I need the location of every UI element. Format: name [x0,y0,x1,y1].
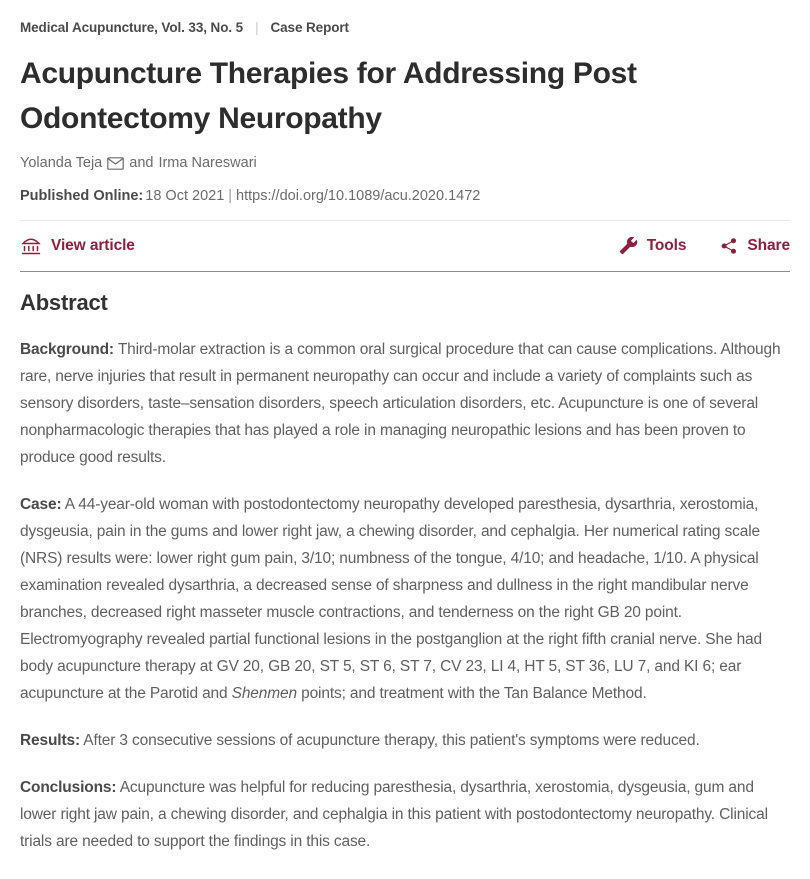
institution-access-icon [20,236,42,255]
conclusions-text: Acupuncture was helpful for reducing paresthesia, dysarthria, xerostomia, dysgeusia, gum and lower right jaw pain, a chewing disorder, and cephalgia in this patient with postodontectomy neuropathy. Clinical trials are needed to support the findings in this case. [20,779,768,850]
divider-abstract [20,271,790,272]
abstract-paragraph-case [20,491,790,707]
published-date: 18 Oct 2021 [145,188,225,204]
share-nodes-icon [720,237,738,255]
journal-issue-label: Medical Acupuncture, Vol. 33, No. 5 [20,20,244,35]
case-label: Case: [20,496,62,513]
author-name-1: Yolanda Teja [20,155,103,171]
toolbar-right [619,236,790,255]
conclusions-label: Conclusions: [20,779,117,796]
case-text-italic: Shenmen [231,685,297,702]
view-article-label: View article [51,236,135,254]
email-envelope-icon[interactable] [107,157,124,170]
breadcrumb-separator: | [255,20,259,35]
article-type-label: Case Report [270,20,349,35]
view-article-button[interactable] [20,236,135,255]
author-line [20,155,790,171]
results-text: After 3 consecutive sessions of acupuncture therapy, this patient's symptoms were reduced. [83,732,700,749]
breadcrumb [20,14,790,35]
case-text-2: points; and treatment with the Tan Balance Method. [296,685,647,702]
author-conjunction: and [129,155,154,171]
toolbar [20,221,790,271]
abstract-body [20,336,790,855]
share-button[interactable] [720,237,790,255]
abstract-paragraph-results [20,727,790,754]
author-name-2: Irma Nareswari [158,155,257,171]
abstract-paragraph-conclusions [20,774,790,855]
case-text-1: A 44-year-old woman with postodontectomy neuropathy developed paresthesia, dysarthria, xerostomia, dysgeusia, pain in the gums and lower right jaw, a chewing disorder, and cephalgia. Her numerical rating scale (NRS) results were: lower right gum pain, 3/10; numbness of the tongue, 4/10; and headache, 1/10. A physical examination revealed dysarthria, a decreased sense of sharpness and dullness in the right mandibular nerve branches, decreased right masseter muscle contractions, and tenderness on the right GB 20 point. Electromyography revealed partial functional lesions in the postganglion at the right fifth cranial nerve. She had body acupuncture therapy at GV 20, GB 20, ST 5, ST 6, ST 7, CV 23, LI 4, HT 5, ST 36, LU 7, and KI 6; ear acupuncture at the Parotid and [20,496,762,702]
share-label: Share [747,236,790,254]
abstract-paragraph-background [20,336,790,471]
background-label: Background: [20,341,114,358]
published-online-label: Published Online: [20,188,144,204]
background-text: Third-molar extraction is a common oral surgical procedure that can cause complications. Although rare, nerve injuries that result in permanent neuropathy can occur and include a variety of complaints such as sensory disorders, taste–sensation disorders, speech articulation disorders, etc. Acupuncture is one of several nonpharmacologic therapies that has played a role in managing neuropathic lesions and has been proven to produce good results. [20,341,781,466]
tools-label: Tools [646,236,687,254]
wrench-icon [619,236,638,255]
published-line [20,188,790,204]
tools-button[interactable] [619,236,687,255]
abstract-heading: Abstract [20,290,108,315]
published-separator: | [228,188,233,204]
doi-link[interactable]: https://doi.org/10.1089/acu.2020.1472 [236,188,481,204]
page-title: Acupuncture Therapies for Addressing Post Odontectomy Neuropathy [20,57,637,135]
results-label: Results: [20,732,80,749]
